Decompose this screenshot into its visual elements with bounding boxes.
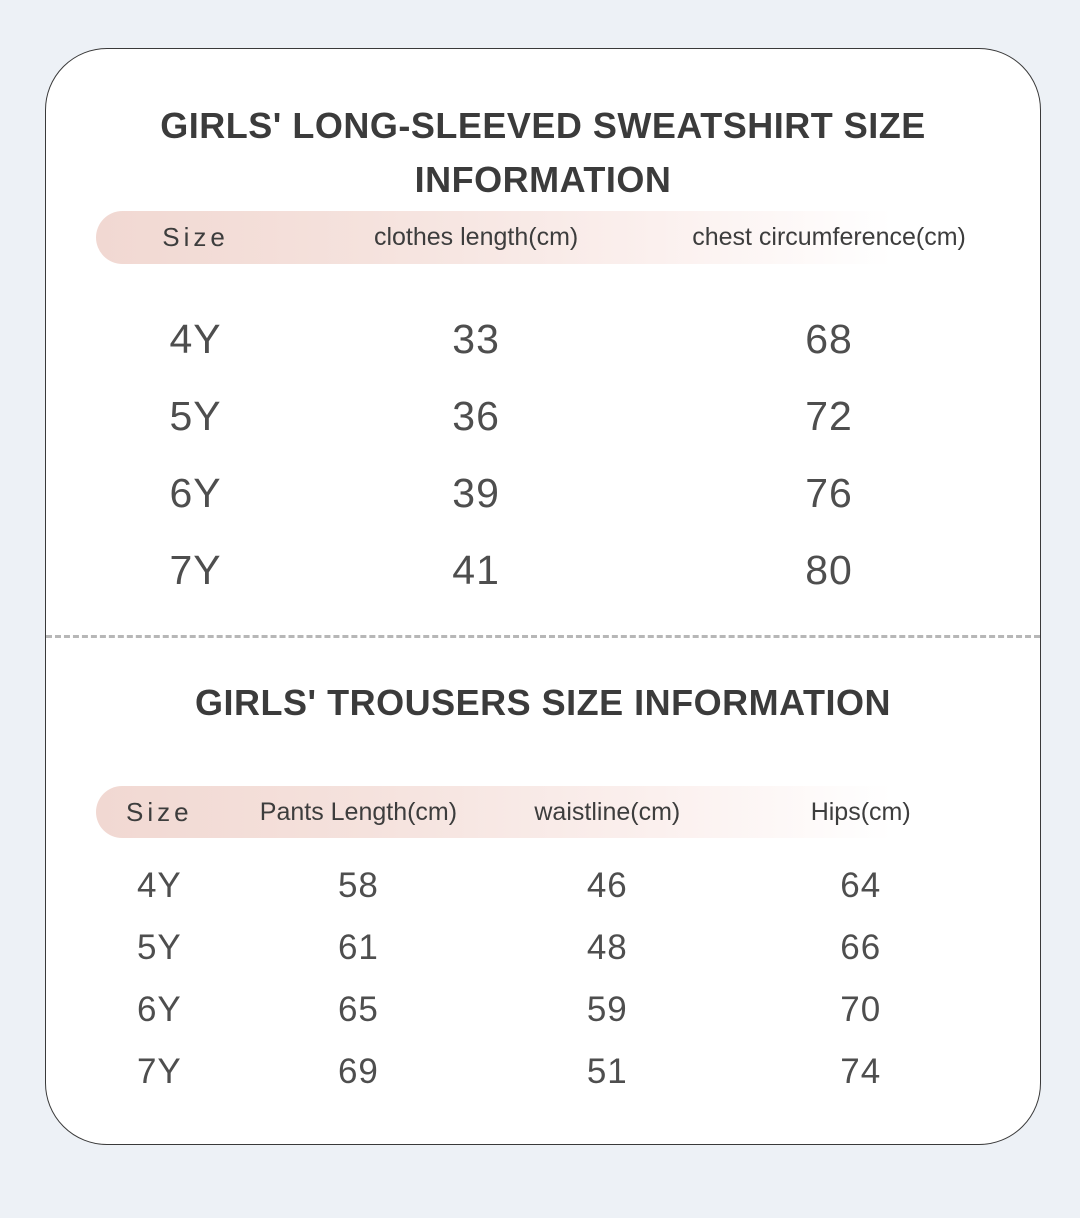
size-cell: 7Y	[136, 1052, 182, 1091]
trousers-column-header-size: Size	[126, 796, 193, 827]
trousers-table-header-row	[96, 786, 1001, 838]
pants-length-cell: 61	[337, 928, 379, 967]
table-row	[96, 301, 1001, 378]
table-row	[96, 917, 1001, 979]
waistline-cell: 48	[586, 928, 628, 967]
table-row	[96, 378, 1001, 455]
pants-length-cell: 65	[337, 990, 379, 1029]
trousers-column-header-waistline: waistline(cm)	[534, 797, 681, 826]
chest-circumference-cell: 80	[805, 547, 853, 593]
clothes-length-cell: 41	[452, 547, 500, 593]
trousers-table-body	[96, 855, 1001, 1103]
clothes-length-cell: 39	[452, 470, 500, 516]
dashed-section-divider	[46, 635, 1040, 638]
sweatshirt-section-title: GIRLS' LONG-SLEEVED SWEATSHIRT SIZE INFORMATION	[160, 105, 926, 200]
waistline-cell: 51	[586, 1052, 628, 1091]
size-cell: 5Y	[136, 928, 182, 967]
size-cell: 6Y	[169, 470, 222, 516]
size-chart-card	[45, 48, 1041, 1145]
sweatshirt-table-body	[96, 301, 1001, 609]
sweatshirt-table-header-row	[96, 211, 1001, 264]
table-row	[96, 855, 1001, 917]
clothes-length-cell: 36	[452, 393, 500, 439]
hips-cell: 70	[840, 990, 882, 1029]
waistline-cell: 59	[586, 990, 628, 1029]
table-row	[96, 979, 1001, 1041]
sweatshirt-column-header-size: Size	[162, 222, 229, 252]
clothes-length-cell: 33	[452, 316, 500, 362]
trousers-section-title: GIRLS' TROUSERS SIZE INFORMATION	[195, 682, 891, 723]
pants-length-cell: 69	[337, 1052, 379, 1091]
sweatshirt-column-header-chest-circumference: chest circumference(cm)	[692, 223, 966, 251]
hips-cell: 64	[840, 866, 882, 905]
table-row	[96, 455, 1001, 532]
trousers-column-header-hips: Hips(cm)	[810, 797, 911, 826]
chest-circumference-cell: 76	[805, 470, 853, 516]
size-cell: 4Y	[136, 866, 182, 905]
waistline-cell: 46	[586, 866, 628, 905]
hips-cell: 74	[840, 1052, 882, 1091]
size-cell: 7Y	[169, 547, 222, 593]
table-row	[96, 1041, 1001, 1103]
chest-circumference-cell: 72	[805, 393, 853, 439]
hips-cell: 66	[840, 928, 882, 967]
size-cell: 4Y	[169, 316, 222, 362]
pants-length-cell: 58	[337, 866, 379, 905]
trousers-column-header-pants-length: Pants Length(cm)	[259, 797, 458, 826]
sweatshirt-column-header-clothes-length: clothes length(cm)	[373, 223, 579, 251]
chest-circumference-cell: 68	[805, 316, 853, 362]
table-row	[96, 532, 1001, 609]
size-cell: 6Y	[136, 990, 182, 1029]
size-cell: 5Y	[169, 393, 222, 439]
